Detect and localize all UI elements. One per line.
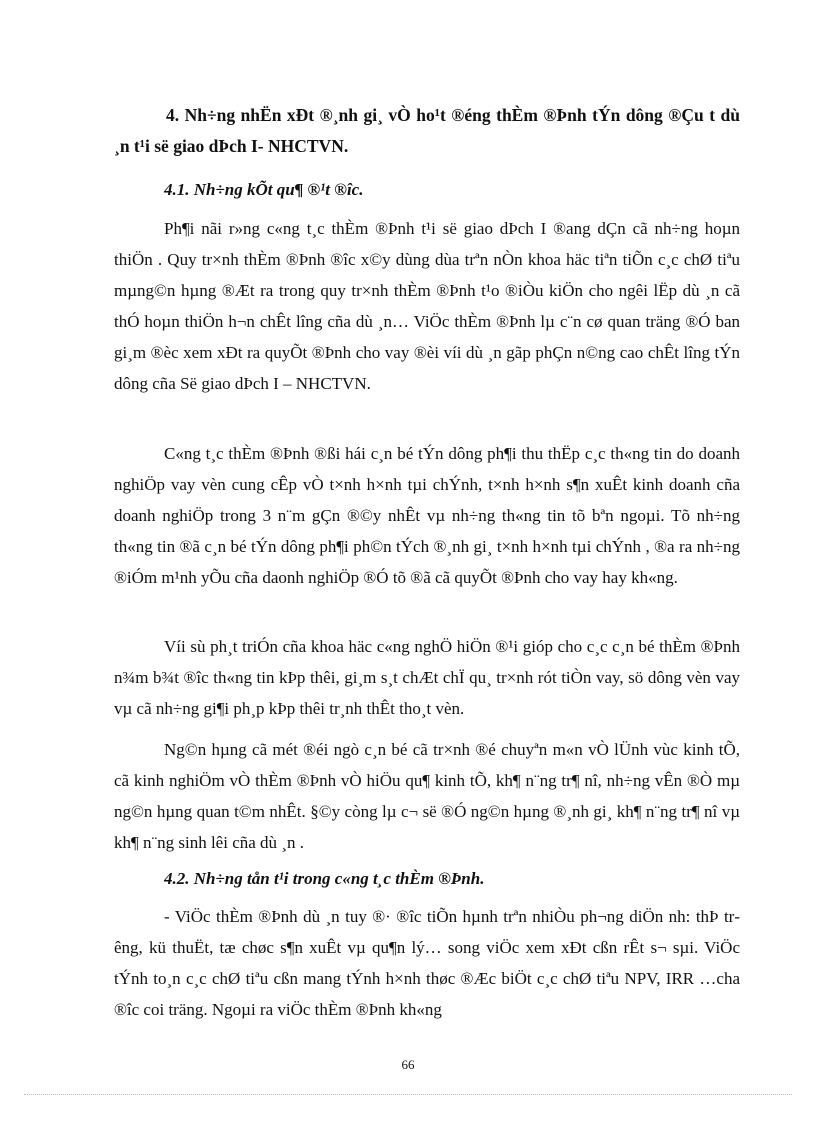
section-heading: 4. Nh÷ng nhËn xÐt ®¸nh gi¸ vÒ ho¹t ®éng thÈm ®Þnh tÝn dông ®Çu t dù ¸n t¹i së giao dÞch I- NHCTVN.: [114, 105, 740, 156]
paragraph: Ng©n hµng cã mét ®éi ngò c¸n bé cã tr×nh ®é chuyªn m«n vÒ lÜnh vùc kinh tÕ, cã kinh nghiÖm vÒ thÈm ®Þnh vÒ hiÖu qu¶ kinh tÕ, kh¶ n¨ng tr¶ nî, nh÷ng vÊn ®Ò mµ ng©n hµng quan t©m nhÊt. §©y còng lµ c¬ së ®Ó ng©n hµng ®¸nh gi¸ kh¶ n¨ng tr¶ nî vµ kh¶ n¨ng sinh lêi cña dù ¸n .: [114, 740, 740, 852]
paragraph: Ph¶i nãi r»ng c«ng t¸c thÈm ®Þnh t¹i së giao dÞch I ®ang dÇn cã nh÷ng hoµn thiÖn . Quy tr×nh thÈm ®Þnh ®îc x©y dùng dùa trªn nÒn khoa häc tiªn tiÕn c¸c chØ tiªu mµng©n hµng ®Æt ra trong quy tr×nh thÈm ®Þnh t¹o ®iÒu kiÖn cho ngêi lËp dù ¸n cã thÓ hoµn thiÖn h¬n chÊt lîng cña dù ¸n… ViÖc thÈm ®Þnh lµ c¨n cø quan träng ®Ó ban gi¸m ®èc xem xÐt ra quyÕt ®Þnh cho vay ®èi víi dù ¸n gãp phÇn n©ng cao chÊt lîng tÝn dông cña Së giao dÞch I – NHCTVN.: [114, 219, 740, 393]
subsection-title-results: 4.1. Nh÷ng kÕt qu¶ ®¹t ®îc.: [164, 180, 364, 199]
subsection-title-shortcomings: 4.2. Nh÷ng tån t¹i trong c«ng t¸c thÈm ®Þnh.: [164, 869, 485, 888]
paragraph: - ViÖc thÈm ®Þnh dù ¸n tuy ®· ®îc tiÕn hµnh trªn nhiÒu ph¬ng diÖn nh: thÞ trêng, kü thuËt, tæ chøc s¶n xuÊt vµ qu¶n lý… song viÖc xem xÐt cßn rÊt s¬ sµi. ViÖc tÝnh to¸n c¸c chØ tiªu cßn mang tÝnh h×nh thøc ®Æc biÖt c¸c chØ tiªu NPV, IRR …cha ®îc coi träng. Ngoµi ra viÖc thÈm ®Þnh kh«ng: [114, 907, 740, 1019]
paragraph: C«ng t¸c thÈm ®Þnh ®ßi hái c¸n bé tÝn dông ph¶i thu thËp c¸c th«ng tin do doanh nghiÖp vay vèn cung cÊp vÒ t×nh h×nh tµi chÝnh, t×nh h×nh s¶n xuÊt kinh doanh cña doanh nghiÖp trong 3 n¨m gÇn ®©y nhÊt vµ nh÷ng th«ng tin tõ bªn ngoµi. Tõ nh÷ng th«ng tin ®ã c¸n bé tÝn dông ph¶i ph©n tÝch ®¸nh gi¸ t×nh h×nh tµi chÝnh , ®a ra nh÷ng ®iÓm m¹nh yÕu cña daonh nghiÖp ®Ó tõ ®ã cã quyÕt ®Þnh cho vay hay kh«ng.: [114, 444, 740, 587]
page-number: 66: [401, 1057, 415, 1072]
paragraph: Víi sù ph¸t triÓn cña khoa häc c«ng nghÖ hiÖn ®¹i gióp cho c¸c c¸n bé thÈm ®Þnh n¾m b¾t ®îc th«ng tin kÞp thêi, gi¸m s¸t chÆt chÏ qu¸ tr×nh rót tiÒn vay, sö dông vèn vay vµ cã nh÷ng gi¶i ph¸p kÞp thêi tr¸nh thÊt tho¸t vèn.: [114, 637, 740, 718]
page-footer-divider: [24, 1094, 792, 1095]
